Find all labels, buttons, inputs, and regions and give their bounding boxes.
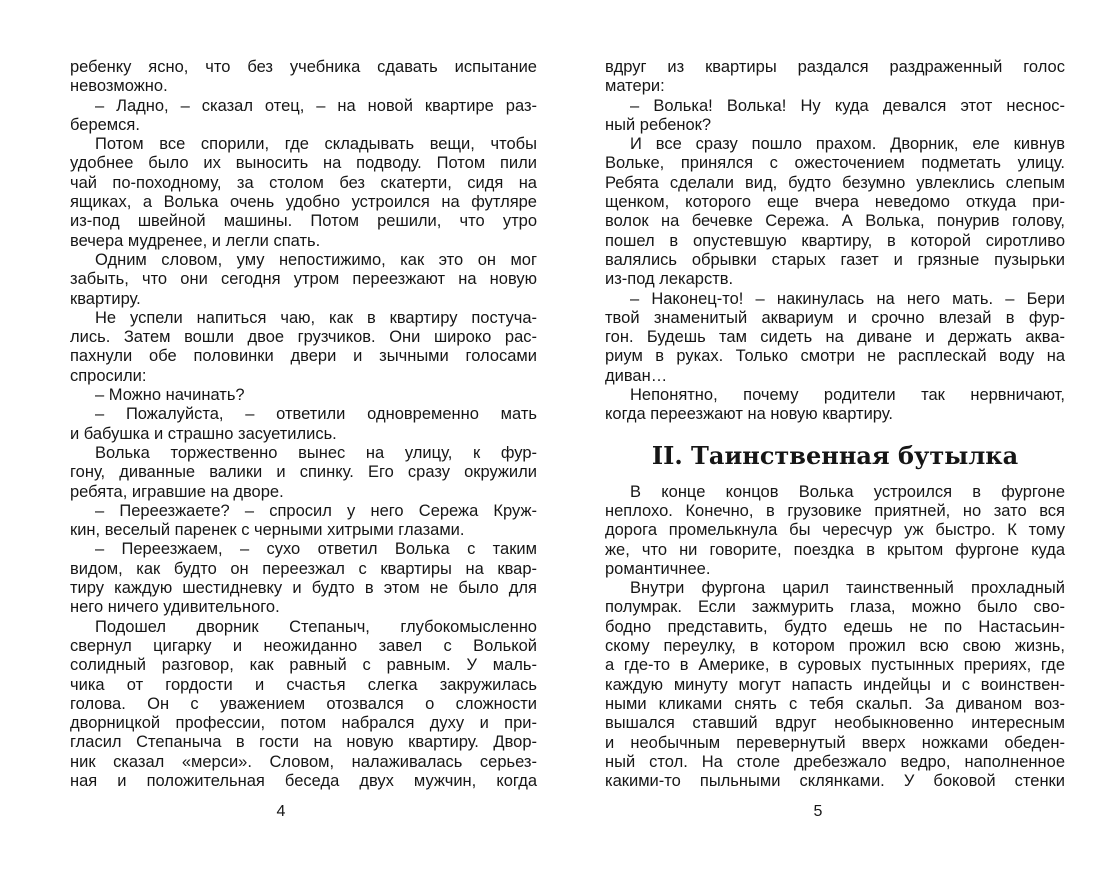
paragraph (70, 540, 537, 617)
text-line: пошел в опустевшую квартиру, в которой сиротливо (605, 231, 1065, 250)
text-line: матери: (605, 77, 665, 96)
text-line: валялись обрывки старых газет и грязные пузырьки (605, 250, 1065, 269)
page-number-right: 5 (813, 803, 823, 820)
text-line: диван… (605, 366, 668, 385)
text-line: беремся. (70, 115, 140, 134)
text-line: – Ладно, – сказал отец, – на новой квартире раз- (95, 96, 537, 115)
text-line: Волька торжественно вынес на улицу, к фур- (95, 443, 537, 462)
text-line: дворницкой профессии, потом набрался духу и при- (70, 714, 537, 733)
text-line: лись. Затем вошли двое грузчиков. Они широко рас- (70, 328, 537, 347)
text-line: чай по-походному, за столом без скатерти, сидя на (70, 173, 537, 192)
paragraph (70, 444, 537, 502)
page-number-left: 4 (276, 803, 286, 820)
text-line: щенком, которого еще вчера неведомо откуда при- (605, 193, 1065, 212)
text-line: голова. Он с уважением отозвался о сложности (70, 694, 537, 713)
chapter-heading: II. Таинственная бутылка (651, 440, 1019, 470)
text-line: – Переезжаем, – сухо ответил Волька с таким (95, 540, 537, 559)
right-page-section-after-heading (605, 483, 1065, 792)
text-line: невозможно. (70, 77, 168, 96)
text-line: И все сразу пошло прахом. Дворник, еле кивнув (630, 135, 1065, 154)
text-line: Внутри фургона царил таинственный прохладный (630, 579, 1065, 598)
text-line: вдруг из квартиры раздался раздраженный голос (605, 58, 1065, 76)
text-line: кин, веселый паренек с черными хитрыми глазами. (70, 521, 465, 540)
right-page-text (605, 58, 1065, 791)
text-line: Подошел дворник Степаныч, глубокомысленно (95, 617, 537, 636)
text-line: же, что ни говорите, поездка в крытом фургоне куда (605, 540, 1065, 559)
paragraph (605, 58, 1065, 97)
paragraph (70, 58, 537, 97)
paragraph (605, 135, 1065, 289)
text-line: – Наконец-то! – накинулась на него мать. – Бери (630, 289, 1065, 308)
text-line: солидный разговор, как равный с равным. У маль- (70, 656, 537, 675)
text-line: – Переезжаете? – спросил у него Сережа Круж- (95, 501, 537, 520)
text-line: волок на бечевке Сережа. А Волька, понурив голову, (605, 212, 1065, 231)
text-line: ными кликами снять с тебя скальп. За диваном воз- (605, 694, 1065, 713)
paragraph (70, 135, 537, 251)
text-line: а где-то в Америке, в суровых пустынных прериях, где (605, 656, 1065, 675)
paragraph (605, 97, 1065, 136)
paragraph (605, 386, 1065, 425)
text-line: спросили: (70, 366, 147, 385)
left-page-text (70, 58, 537, 791)
text-line: чика от гордости и счастья слегка закружилась (70, 675, 537, 694)
right-page-section-before-heading (605, 58, 1065, 425)
text-line: ребята, игравшие на дворе. (70, 482, 284, 501)
text-line: Ребята сделали вид, будто безумно увлеклись слепым (605, 173, 1065, 192)
text-line: ребенку ясно, что без учебника сдавать испытание (70, 58, 537, 76)
text-line: Не успели напиться чаю, как в квартиру постуча- (95, 308, 537, 327)
text-line: квартиру. (70, 289, 141, 308)
text-line: полумрак. Если зажмурить глаза, можно было сво- (605, 598, 1065, 617)
paragraph (605, 579, 1065, 791)
text-line: удобнее было их выносить на подводу. Потом пили (70, 154, 537, 173)
text-line: ящиках, а Волька очень удобно устроился на футляре (70, 193, 537, 212)
paragraph (70, 386, 537, 405)
text-line: вечера мудренее, и легли спать. (70, 231, 321, 250)
text-line: – Пожалуйста, – ответили одновременно мать (95, 405, 537, 424)
text-line: вышался ставший вдруг необыкновенно интересным (605, 714, 1065, 733)
text-line: какими-то пыльными склянками. У боковой стенки (605, 772, 1065, 791)
text-line: и необычным перевернутый вверх ножками обеден- (605, 733, 1065, 752)
text-line: ный стол. На столе дребезжало ведро, наполненное (605, 752, 1065, 771)
paragraph (70, 502, 537, 541)
text-line: из-под швейной машины. Потом решили, что утро (70, 212, 537, 231)
paragraph (605, 290, 1065, 386)
text-line: бодно представить, будто едешь не по Настасьин- (605, 617, 1065, 636)
text-line: – Волька! Волька! Ну куда девался этот неснос- (630, 96, 1065, 115)
text-line: риум в руках. Только смотри не расплескай воду на (605, 347, 1065, 366)
text-line: из-под лекарств. (605, 270, 734, 289)
paragraph (70, 97, 537, 136)
text-line: твой знаменитый аквариум и срочно влезай в фур- (605, 308, 1065, 327)
text-line: каждую минуту могут напасть индейцы и с воинствен- (605, 675, 1065, 694)
text-line: ный ребенок? (605, 115, 712, 134)
text-line: когда переезжают на новую квартиру. (605, 405, 893, 424)
text-line: гласил Степаныча в гости на новую квартиру. Двор- (70, 733, 537, 752)
text-line: Вольке, принялся с ожесточением подметать улицу. (605, 154, 1065, 173)
text-line: видом, как будто он переезжал с квартиры на квар- (70, 559, 537, 578)
text-line: Непонятно, почему родители так нервничают, (630, 386, 1065, 405)
text-line: В конце концов Волька устроился в фургоне (630, 482, 1065, 501)
text-line: ная и положительная беседа двух мужчин, когда (70, 771, 537, 790)
text-line: забыть, что они сегодня утром переезжают на новую (70, 270, 537, 289)
text-line: Потом все спорили, где складывать вещи, чтобы (95, 135, 537, 154)
text-line: неплохо. Конечно, в грузовике приятней, но зато вся (605, 501, 1065, 520)
paragraph (605, 483, 1065, 579)
paragraph (70, 309, 537, 386)
text-line: Одним словом, уму непостижимо, как это он мог (95, 250, 537, 269)
paragraph (70, 618, 537, 792)
text-line: и бабушка и страшно засуетились. (70, 424, 337, 443)
text-line: скому переулку, в котором прожил всю свою жизнь, (605, 637, 1065, 656)
text-line: него ничего удивительного. (70, 598, 280, 617)
text-line: тиру каждую шестидневку и будто в этом не было для (70, 579, 537, 598)
text-line: дорога промелькнула бы чересчур уж быстро. К тому (605, 521, 1065, 540)
paragraph (70, 251, 537, 309)
paragraph (70, 405, 537, 444)
text-line: ник сказал «мерси». Словом, налаживалась серьез- (70, 752, 537, 771)
text-line: свернул цигарку и неожиданно завел с Волькой (70, 636, 537, 655)
text-line: гону, диванные валики и спинку. Его сразу окружили (70, 463, 537, 482)
text-line: романтичнее. (605, 559, 711, 578)
text-line: гон. Будешь там сидеть на диване и держать аква- (605, 328, 1065, 347)
text-line: пахнули обе половинки двери и зычными голосами (70, 347, 537, 366)
text-line: – Можно начинать? (95, 386, 245, 405)
